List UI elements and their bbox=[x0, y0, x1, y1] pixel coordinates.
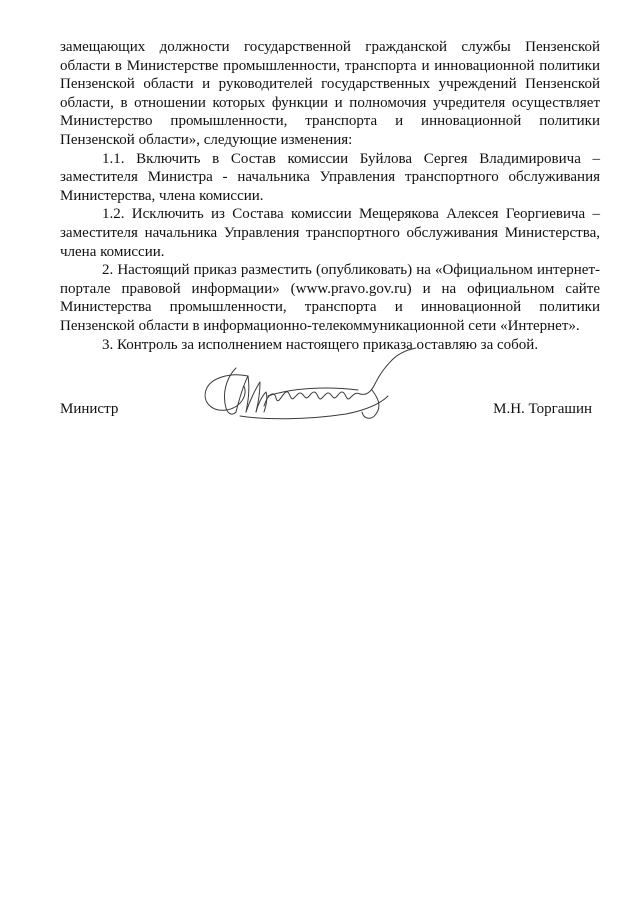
signature-row bbox=[60, 400, 592, 420]
paragraph-item-2: 2. Настоящий приказ разместить (опубликовать) на «Официальном интернет-портале правовой информации» (www.pravo.gov.ru) и на официальном сайте Министерства промышленности, транспорта и инновационной политики Пензенской области в информационно-телекоммуникационной сети «Интернет». bbox=[60, 262, 600, 334]
signatory-title: Министр bbox=[60, 401, 119, 417]
paragraph-item-1-1: 1.1. Включить в Состав комиссии Буйлова Сергея Владимировича – заместителя Министра - начальника Управления транспортного обслуживания Министерства, члена комиссии. bbox=[60, 150, 600, 204]
document-body bbox=[60, 38, 600, 354]
paragraph-continuation: замещающих должности государственной гражданской службы Пензенской области в Министерстве промышленности, транспорта и инновационной политики Пензенской области и руководителей государственных учреждений Пензенской области, в отношении которых функции и полномочия учредителя осуществляет Министерство промышленности, транспорта и инновационной политики Пензенской области», следующие изменения: bbox=[60, 39, 600, 148]
signatory-name: М.Н. Торгашин bbox=[493, 401, 592, 417]
paragraph-item-3: 3. Контроль за исполнением настоящего приказа оставляю за собой. bbox=[102, 336, 539, 353]
paragraph-item-1-2: 1.2. Исключить из Состава комиссии Мещерякова Алексея Георгиевича – заместителя начальника Управления транспортного обслуживания Министерства, члена комиссии. bbox=[60, 206, 600, 260]
